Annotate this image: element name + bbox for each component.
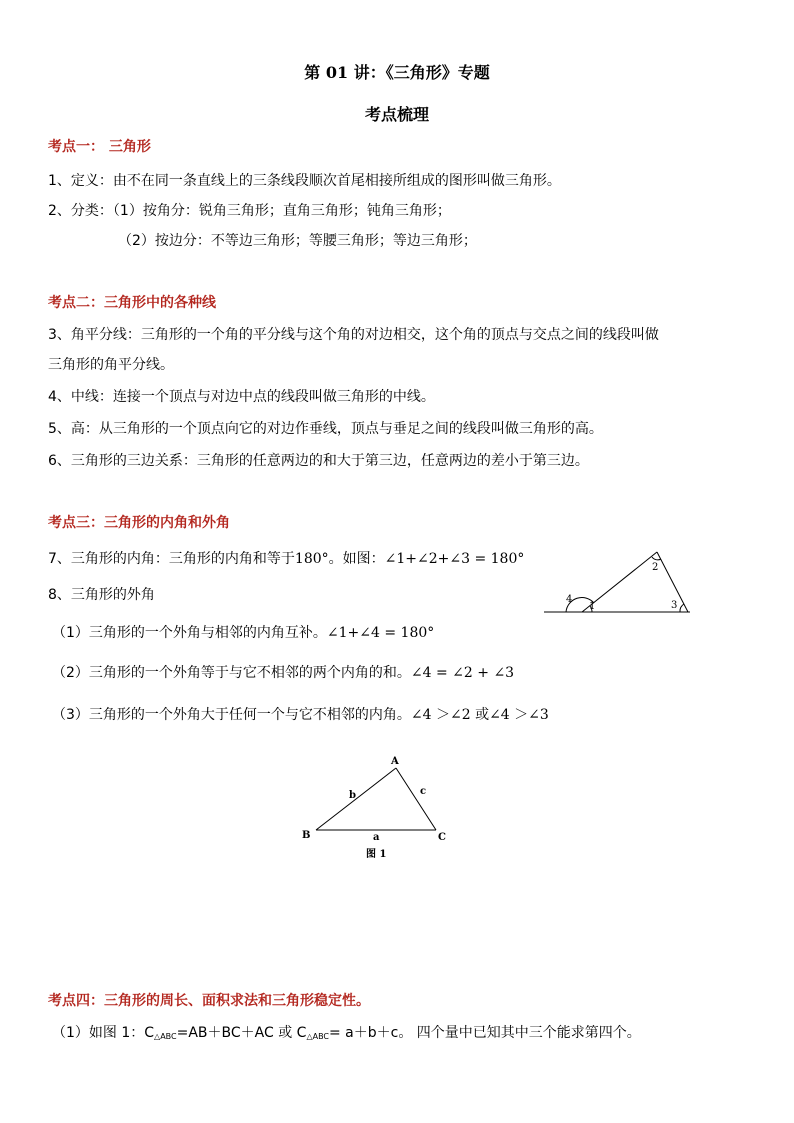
interior-angle-text: 7、三角形的内角：三角形的内角和等于 <box>48 551 295 567</box>
section-3-heading: 考点三：三角形的内角和外角 <box>48 515 230 531</box>
perimeter-line <box>52 1024 641 1046</box>
exterior-item-3 <box>52 706 549 724</box>
page-subtitle: 考点梳理 <box>364 105 429 124</box>
angle-3-arc <box>680 604 684 612</box>
bisector-line-1: 3、角平分线：三角形的一个角的平分线与这个角的对边相交，这个角的顶点与交点之间的线段叫做 <box>48 327 659 343</box>
exterior-item-2-text: （2）三角形的一个外角等于与它不相邻的两个内角的和。 <box>52 665 411 681</box>
figure-1-caption: 图 1 <box>366 849 387 860</box>
interior-angle-line <box>48 550 524 568</box>
exterior-item-1-formula: ∠1+∠4 = 180° <box>326 625 435 641</box>
side-c <box>396 768 436 830</box>
triangle-abc-subscript-2: △ABC <box>306 1032 329 1041</box>
vertex-label-a: A <box>391 756 399 767</box>
side-b <box>316 768 396 830</box>
median-line: 4、中线：连接一个顶点与对边中点的线段叫做三角形的中线。 <box>48 389 435 405</box>
bisector-line-2: 三角形的角平分线。 <box>48 357 174 373</box>
exterior-item-2-formula: ∠4 = ∠2 + ∠3 <box>410 665 515 681</box>
angle-label-2: 2 <box>652 562 659 573</box>
side-relation-line: 6、三角形的三边关系：三角形的任意两边的和大于第三边，任意两边的差小于第三边。 <box>48 453 589 469</box>
definition-line: 1、定义：由不在同一条直线上的三条线段顺次首尾相接所组成的图形叫做三角形。 <box>48 173 561 189</box>
exterior-item-1-text: （1）三角形的一个外角与相邻的内角互补。 <box>52 625 327 641</box>
angle-label-3: 3 <box>671 600 678 611</box>
exterior-item-3-formula: ∠4 ＞∠2 或∠4 ＞∠3 <box>410 707 549 723</box>
interior-angle-as-shown: 。如图： <box>328 551 385 567</box>
side-label-b: b <box>349 790 356 801</box>
perimeter-prefix: （1）如图 1：C <box>52 1025 155 1041</box>
angle-triangle-figure <box>540 546 700 618</box>
perimeter-middle: =AB＋BC＋AC 或 C <box>176 1025 307 1041</box>
angle-sum-value: 180° <box>294 551 329 567</box>
side-label-a: a <box>373 832 380 843</box>
exterior-angle-line: 8、三角形的外角 <box>48 587 155 603</box>
side-label-c: c <box>420 786 427 797</box>
exterior-item-3-text: （3）三角形的一个外角大于任何一个与它不相邻的内角。 <box>52 707 411 723</box>
vertex-label-c: C <box>438 832 446 843</box>
angle-label-4: 4 <box>566 594 573 605</box>
exterior-item-1 <box>52 624 434 642</box>
section-4-heading: 考点四：三角形的周长、面积求法和三角形稳定性。 <box>48 993 370 1009</box>
triangle-abc-subscript-1: △ABC <box>154 1032 177 1041</box>
section-2-heading: 考点二：三角形中的各种线 <box>48 295 216 311</box>
angle-label-1: 1 <box>589 601 596 612</box>
vertex-label-b: B <box>302 830 311 841</box>
classification-line-2: （2）按边分：不等边三角形；等腰三角形；等边三角形； <box>118 233 477 249</box>
classification-line-1: 2、分类：（1）按角分：锐角三角形；直角三角形；钝角三角形； <box>48 203 451 219</box>
figure-1-triangle <box>296 752 460 862</box>
angle-sum-formula: ∠1+∠2+∠3 = 180° <box>384 551 525 567</box>
altitude-line: 5、高：从三角形的一个顶点向它的对边作垂线，顶点与垂足之间的线段叫做三角形的高。 <box>48 421 603 437</box>
exterior-item-2 <box>52 664 514 682</box>
perimeter-end: = a＋b＋c。 四个量中已知其中三个能求第四个。 <box>329 1025 641 1041</box>
page-title: 第 01 讲：《三角形》专题 <box>304 63 490 82</box>
section-1-heading: 考点一： 三角形 <box>48 139 151 155</box>
